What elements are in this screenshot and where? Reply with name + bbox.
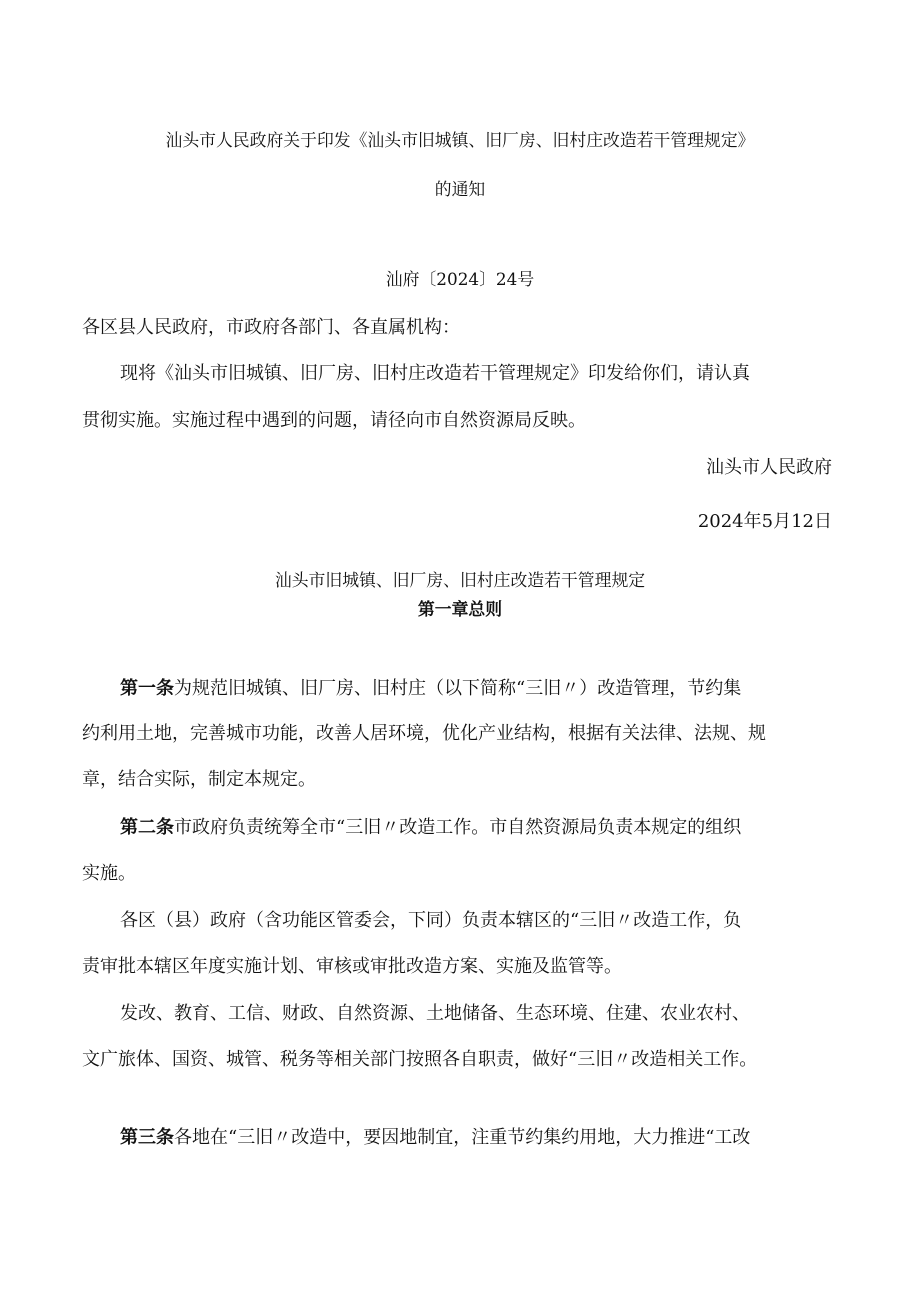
document-title-line-1: 汕头市人民政府关于印发《汕头市旧城镇、旧厂房、旧村庄改造若干管理规定》 (165, 130, 755, 150)
article-2-para3-line-2: 文广旅体、国资、城管、税务等相关部门按照各自职责，做好“三旧〃改造相关工作。 (82, 1049, 758, 1070)
article-1-label: 第一条 (120, 678, 174, 699)
article-2-para2-line-1: 各区（县）政府（含功能区管委会，下同）负责本辖区的“三旧〃改造工作，负 (120, 910, 742, 931)
article-2-para3-line-1: 发改、教育、工信、财政、自然资源、土地储备、生态环境、住建、农业农村、 (120, 1003, 750, 1024)
regulation-title: 汕头市旧城镇、旧厂房、旧村庄改造若干管理规定 (274, 570, 646, 590)
article-3-label: 第三条 (120, 1127, 174, 1148)
article-1-line-1 (120, 677, 741, 701)
document-title-line-2: 的通知 (434, 179, 486, 199)
notice-body-line-2: 贯彻实施。实施过程中遇到的问题，请径向市自然资源局反映。 (82, 410, 586, 431)
article-1-text-1: 为规范旧城镇、旧厂房、旧村庄（以下简称“三旧〃）改造管理，节约集 (174, 678, 742, 699)
article-3-line-1 (120, 1126, 750, 1150)
chapter-title: 第一章总则 (417, 599, 503, 619)
article-2-para2-line-2: 责审批本辖区年度实施计划、审核或审批改造方案、实施及监管等。 (82, 956, 622, 977)
document-number: 汕府〔2024〕24号 (385, 269, 535, 289)
article-2-line-2: 实施。 (82, 863, 136, 884)
article-2-line-1 (120, 816, 741, 840)
addressee: 各区县人民政府，市政府各部门、各直属机构： (82, 317, 460, 338)
article-2-text-1: 市政府负责统筹全市“三旧〃改造工作。市自然资源局负责本规定的组织 (174, 817, 742, 838)
article-2-label: 第二条 (120, 817, 174, 838)
article-1-line-3: 章，结合实际，制定本规定。 (82, 769, 316, 790)
article-1-line-2: 约利用土地，完善城市功能，改善人居环境，优化产业结构，根据有关法律、法规、规 (82, 723, 766, 744)
issuer-signature: 汕头市人民政府 (706, 457, 832, 478)
article-3-text-1: 各地在“三旧〃改造中，要因地制宜，注重节约集约用地，大力推进“工改 (174, 1127, 751, 1148)
issue-date: 2024年5月12日 (697, 511, 832, 532)
notice-body-line-1: 现将《汕头市旧城镇、旧厂房、旧村庄改造若干管理规定》印发给你们，请认真 (120, 363, 750, 384)
